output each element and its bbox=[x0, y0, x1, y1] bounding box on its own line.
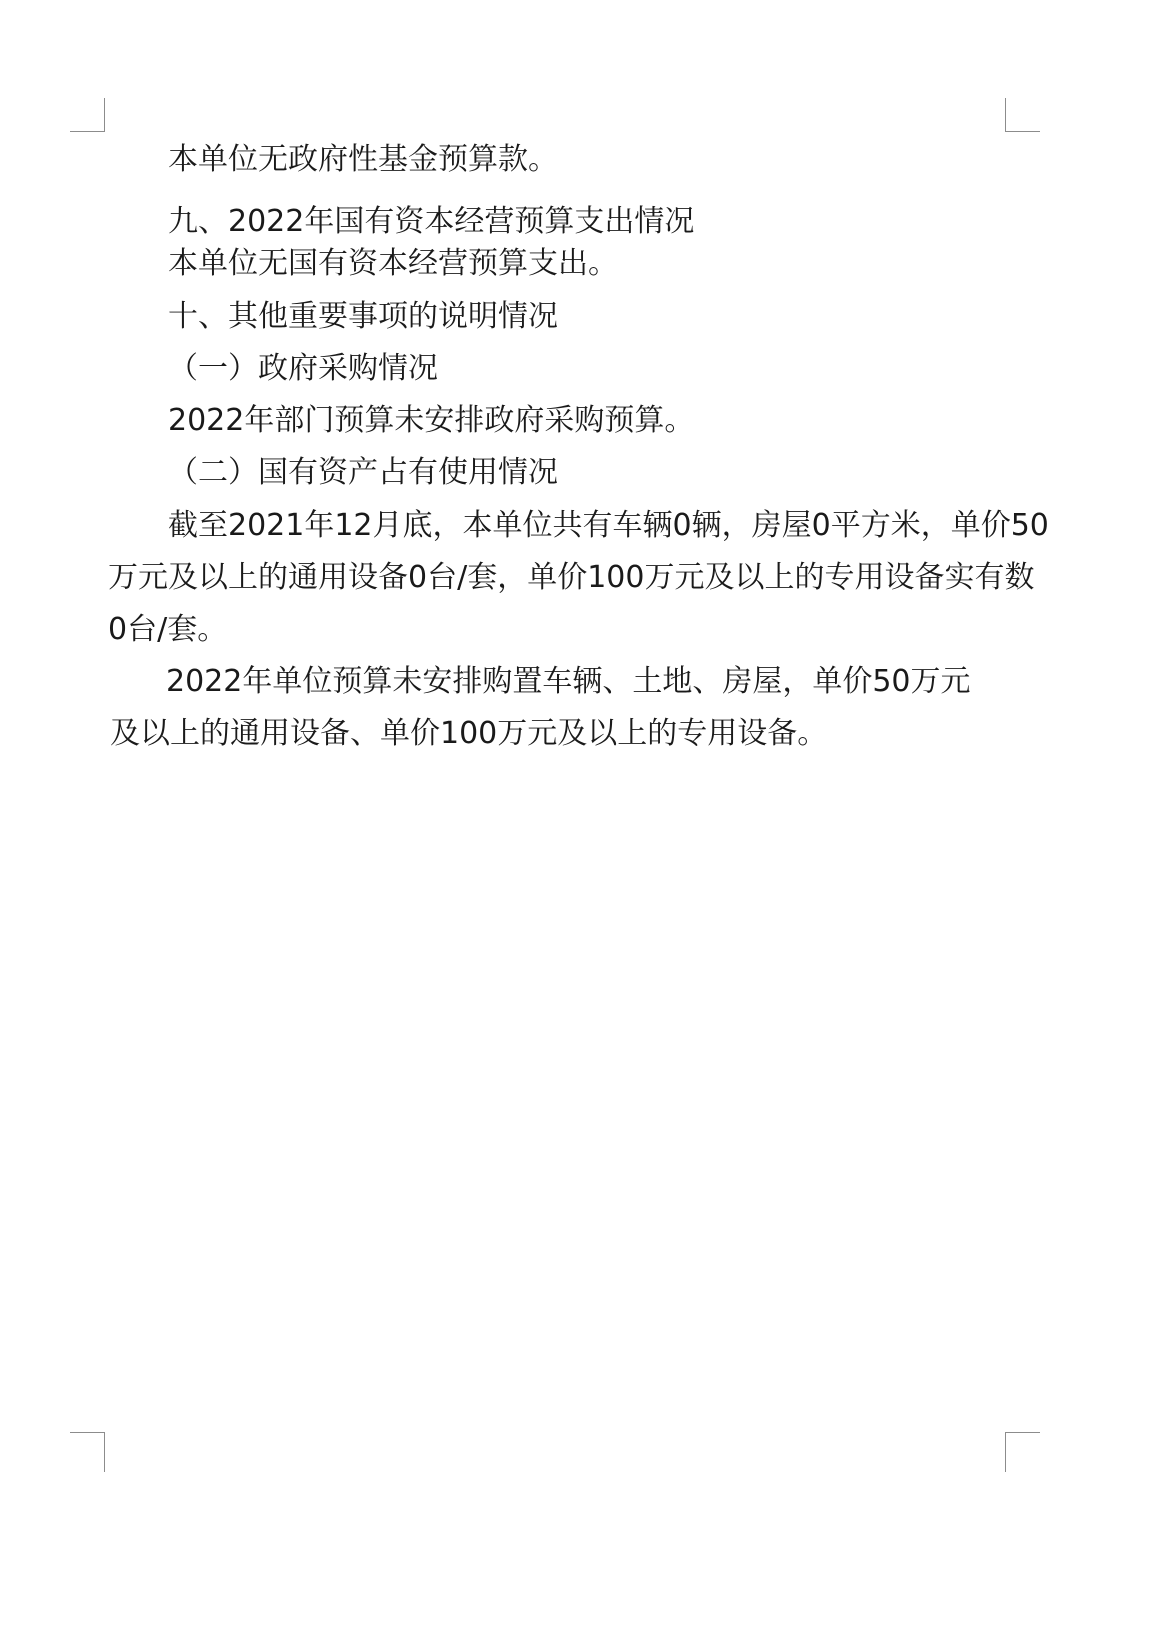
heading-section-nine: 九、2022年国有资本经营预算支出情况 bbox=[168, 204, 695, 239]
paragraph-assets-line-2: 万元及以上的通用设备0台/套，单价100万元及以上的专用设备实有数 bbox=[108, 560, 1035, 595]
subheading-government-procurement: （一）政府采购情况 bbox=[168, 351, 438, 386]
paragraph-purchase-line-2: 及以上的通用设备、单价100万元及以上的专用设备。 bbox=[110, 716, 828, 751]
paragraph-assets-line-1: 截至2021年12月底，本单位共有车辆0辆，房屋0平方米，单价50 bbox=[168, 508, 1049, 543]
paragraph-purchase-line-1: 2022年单位预算未安排购置车辆、土地、房屋，单价50万元 bbox=[166, 664, 971, 699]
paragraph-assets-line-3: 0台/套。 bbox=[108, 612, 228, 647]
paragraph-no-fund-budget: 本单位无政府性基金预算款。 bbox=[168, 142, 558, 177]
paragraph-procurement-budget: 2022年部门预算未安排政府采购预算。 bbox=[168, 403, 695, 438]
paragraph-no-state-capital-expenditure: 本单位无国有资本经营预算支出。 bbox=[168, 246, 618, 281]
heading-section-ten: 十、其他重要事项的说明情况 bbox=[168, 299, 558, 334]
subheading-state-assets: （二）国有资产占有使用情况 bbox=[168, 455, 558, 490]
